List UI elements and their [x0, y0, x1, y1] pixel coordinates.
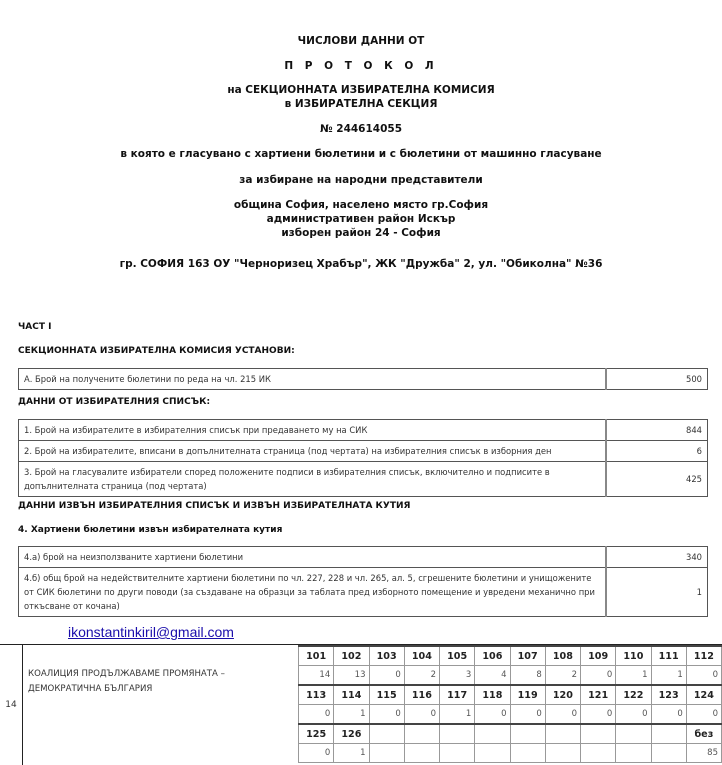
vote-count: 0	[651, 705, 686, 725]
row-label: 4.а) брой на неизползваните хартиени бюлетини	[19, 547, 607, 568]
party-name: КОАЛИЦИЯ ПРОДЪЛЖАВАМЕ ПРОМЯНАТА – ДЕМОКРАТИЧНА БЪЛГАРИЯ	[28, 669, 225, 694]
protocol-title: П Р О Т О К О Л	[284, 60, 438, 72]
vote-count: 0	[369, 705, 404, 725]
candidate-header-row	[299, 646, 722, 666]
row-value: 844	[606, 420, 708, 441]
paper-ballots-heading: 4. Хартиени бюлетини извън избирателната кутия	[18, 525, 283, 535]
candidate-number: 115	[369, 685, 404, 705]
candidate-number: 113	[299, 685, 334, 705]
candidate-number	[404, 724, 439, 744]
candidate-number	[545, 724, 580, 744]
candidate-number: 106	[475, 646, 510, 666]
candidate-number: 107	[510, 646, 545, 666]
commission-title: на СЕКЦИОННАТА ИЗБИРАТЕЛНА КОМИСИЯ	[227, 84, 495, 96]
row-value: 425	[606, 462, 708, 497]
polling-address: гр. СОФИЯ 163 ОУ "Черноризец Храбър", ЖК "Дружба" 2, ул. "Обиколна" №36	[119, 258, 603, 270]
vote-count: 0	[299, 744, 334, 763]
doc-title: ЧИСЛОВИ ДАННИ ОТ	[297, 35, 425, 47]
candidate-number: 104	[404, 646, 439, 666]
candidate-number	[510, 724, 545, 744]
section-number: № 244614055	[319, 123, 403, 135]
candidate-number: 109	[581, 646, 616, 666]
table-row	[19, 568, 708, 617]
vote-count: 1	[334, 705, 369, 725]
vote-count: 0	[581, 666, 616, 686]
candidate-number: 108	[545, 646, 580, 666]
vote-count: 8	[510, 666, 545, 686]
candidate-number: 118	[475, 685, 510, 705]
candidate-header-row	[299, 724, 722, 744]
vote-count: 0	[686, 666, 721, 686]
email-link[interactable]: ikonstantinkiril@gmail.com	[68, 624, 234, 640]
vote-count: 13	[334, 666, 369, 686]
preference-votes-grid	[298, 645, 722, 763]
no-preference-count: 85	[686, 744, 721, 763]
commission-heading: СЕКЦИОННАТА ИЗБИРАТЕЛНА КОМИСИЯ УСТАНОВИ:	[18, 346, 295, 356]
vote-count: 1	[651, 666, 686, 686]
candidate-header-row	[299, 685, 722, 705]
candidate-number: 110	[616, 646, 651, 666]
table-row	[19, 547, 708, 568]
section-title: в ИЗБИРАТЕЛНА СЕКЦИЯ	[284, 98, 438, 110]
table-row	[19, 441, 708, 462]
vote-count: 0	[299, 705, 334, 725]
table-row	[19, 369, 708, 390]
candidate-number: 119	[510, 685, 545, 705]
candidate-number: 117	[440, 685, 475, 705]
constituency: изборен район 24 - София	[281, 227, 441, 239]
voter-list-heading: ДАННИ ОТ ИЗБИРАТЕЛНИЯ СПИСЪК:	[18, 397, 211, 407]
vote-count: 2	[404, 666, 439, 686]
paper-ballots-table	[18, 546, 708, 617]
vote-count: 0	[369, 666, 404, 686]
candidate-number	[475, 724, 510, 744]
table-row	[19, 420, 708, 441]
votes-row	[299, 666, 722, 686]
vote-count: 1	[334, 744, 369, 763]
candidate-number: 120	[545, 685, 580, 705]
candidate-number: 126	[334, 724, 369, 744]
election-type: за избиране на народни представители	[239, 174, 483, 186]
candidate-number: 111	[651, 646, 686, 666]
vote-count: 0	[686, 705, 721, 725]
votes-row	[299, 705, 722, 725]
vote-count: 0	[475, 705, 510, 725]
candidate-number	[440, 724, 475, 744]
vote-count: 0	[404, 705, 439, 725]
no-preference-label: без	[686, 724, 721, 744]
municipality: община София, населено място гр.София	[233, 199, 489, 211]
vote-count: 0	[581, 705, 616, 725]
candidate-number: 105	[440, 646, 475, 666]
party-votes-block	[0, 644, 722, 765]
candidate-number: 123	[651, 685, 686, 705]
party-number: 14	[0, 645, 23, 765]
candidate-number: 116	[404, 685, 439, 705]
vote-count: 1	[440, 705, 475, 725]
candidate-number: 121	[581, 685, 616, 705]
row-label: 2. Брой на избирателите, вписани в допълнителната страница (под чертата) на избирателния списък в изборния ден	[19, 441, 607, 462]
candidate-number: 101	[299, 646, 334, 666]
voter-list-table	[18, 419, 708, 497]
candidate-number: 125	[299, 724, 334, 744]
vote-count: 0	[545, 705, 580, 725]
vote-count: 0	[510, 705, 545, 725]
row-value: 340	[606, 547, 708, 568]
row-value: 1	[606, 568, 708, 617]
outside-heading: ДАННИ ИЗВЪН ИЗБИРАТЕЛНИЯ СПИСЪК И ИЗВЪН ИЗБИРАТЕЛНАТА КУТИЯ	[18, 501, 411, 511]
candidate-number: 102	[334, 646, 369, 666]
row-value: 500	[606, 369, 708, 390]
row-label: 4.б) общ брой на недействителните хартиени бюлетини по чл. 227, 228 и чл. 265, ал. 5, сгрешените бюлетини и унищожените от СИК бюлетини по други поводи (за създаване на образци за таблата пред изборното помещение и увредени механично при откъсване от кочана)	[19, 568, 607, 617]
candidate-number	[616, 724, 651, 744]
row-label: 1. Брой на избирателите в избирателния списък при предаването му на СИК	[19, 420, 607, 441]
candidate-number	[369, 724, 404, 744]
candidate-number	[581, 724, 616, 744]
candidate-number: 124	[686, 685, 721, 705]
received-ballots-table	[18, 368, 708, 390]
vote-count: 14	[299, 666, 334, 686]
part-title: ЧАСТ I	[18, 322, 52, 332]
row-label: А. Брой на получените бюлетини по реда на чл. 215 ИК	[19, 369, 607, 390]
candidate-number: 114	[334, 685, 369, 705]
table-row	[19, 462, 708, 497]
candidate-number: 103	[369, 646, 404, 666]
candidate-number: 122	[616, 685, 651, 705]
voting-type: в която е гласувано с хартиени бюлетини и с бюлетини от машинно гласуване	[120, 148, 602, 160]
vote-count: 3	[440, 666, 475, 686]
vote-count: 0	[616, 705, 651, 725]
vote-count: 4	[475, 666, 510, 686]
candidate-number: 112	[686, 646, 721, 666]
candidate-number	[651, 724, 686, 744]
row-label: 3. Брой на гласувалите избиратели според положените подписи в избирателния списък, включително и подписите в допълнителната страница (под чертата)	[19, 462, 607, 497]
row-value: 6	[606, 441, 708, 462]
vote-count: 2	[545, 666, 580, 686]
admin-district: административен район Искър	[266, 213, 456, 225]
vote-count: 1	[616, 666, 651, 686]
